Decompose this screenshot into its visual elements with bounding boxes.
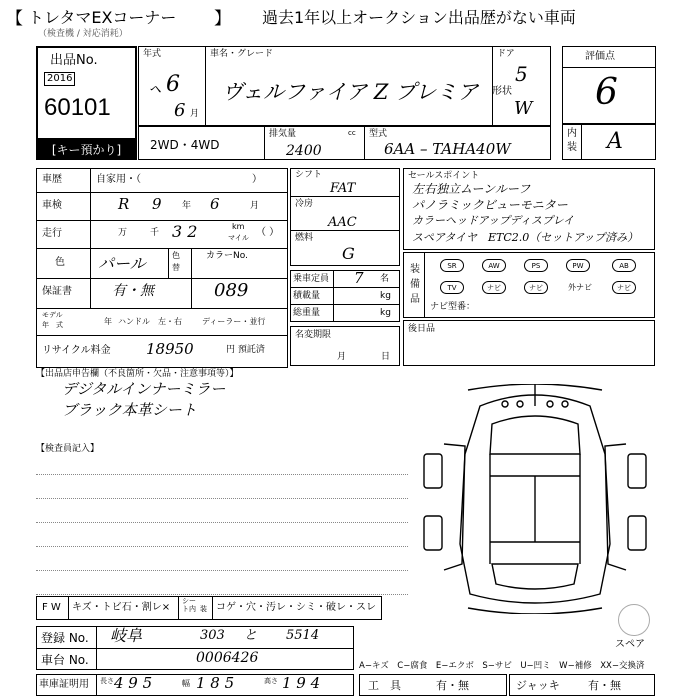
equip-pw-circle: PW [566, 259, 590, 272]
chassis-value: 0006426 [196, 650, 259, 666]
certificate-wid-label: 幅 [182, 679, 190, 688]
color-value: パール [98, 254, 146, 273]
inspection-era: R [118, 195, 130, 213]
year-label: 年式 [143, 49, 162, 59]
mileage-man: 万 [118, 228, 128, 238]
header-bracket-close: 】 [214, 9, 231, 29]
shift-value: FAT [330, 181, 356, 196]
certificate-len-label: 長さ [100, 677, 114, 685]
shift-label: シフト [295, 170, 323, 180]
inspection-year-unit: 年 [182, 201, 192, 211]
fuel-label: 燃料 [295, 233, 314, 243]
car-name-value: ヴェルファイア Z プレミア [222, 80, 479, 104]
car-damage-diagram [410, 384, 660, 614]
interior-value: A [607, 129, 623, 154]
door-value: 5 [515, 62, 528, 86]
interior-label-2: 装 [567, 142, 577, 153]
spare-label: スペア [615, 639, 645, 650]
mileage-label: 走行 [42, 228, 62, 239]
model-year-dealer: ディーラー・並行 [202, 317, 266, 326]
equip-navi-model-label: ナビ型番： [430, 302, 476, 312]
capacity-unit: 名 [380, 274, 390, 284]
grade-label: 評価点 [585, 51, 615, 62]
color-change-1: 色 [172, 251, 180, 260]
name-change-day: 日 [381, 352, 391, 362]
equip-tv-circle: TV [440, 281, 464, 294]
header-bracket-open: 【 [6, 9, 23, 29]
registration-class: 303 [200, 628, 225, 643]
name-change-box [290, 326, 400, 366]
sales-points-box [403, 168, 655, 250]
color-change-2: 替 [172, 263, 180, 272]
equip-navi-circle-3: ナビ [612, 281, 636, 294]
fw-damage-codes: キズ・トビ石・割レ× [72, 602, 171, 613]
lot-label: 出品No. [50, 53, 98, 68]
equipment-label-2: 備 [410, 279, 420, 290]
equip-ab-circle: AB [612, 259, 636, 272]
recycle-label: リサイクル料金 [42, 345, 111, 356]
mileage-paren: （ ） [256, 227, 280, 238]
model-year-handle: ハンドル 左・右 [118, 317, 182, 326]
capacity-label: 乗車定員 [293, 274, 330, 284]
equip-aw-circle: AW [482, 259, 506, 272]
header-bar [0, 0, 700, 29]
certificate-hei-label: 高さ [264, 677, 278, 685]
registration-number: 5514 [286, 628, 320, 643]
year-era-mark: ㇸ [147, 78, 164, 97]
color-code-label: カラーNo. [206, 251, 248, 261]
model-year-label-2: 年 式 [42, 321, 63, 329]
grade-box [562, 46, 656, 124]
key-deposit-band: [キー預かり] [36, 140, 137, 160]
jack-value: 有・無 [588, 679, 621, 692]
name-change-month: 月 [337, 352, 347, 362]
model-label: 型式 [369, 129, 388, 139]
displacement-label: 排気量 [269, 129, 297, 139]
equipment-label-1: 装 [410, 264, 420, 275]
inspector-label: 【検査員記入】 [36, 444, 100, 454]
recycle-value: 18950 [146, 340, 194, 358]
header-corner-title: トレタマEXコーナー [28, 8, 177, 27]
history-options: 自家用・（ [96, 174, 141, 185]
year-month-unit: 月 [190, 109, 200, 119]
spare-tire-circle [618, 604, 650, 636]
registration-region: 岐阜 [110, 626, 143, 645]
inspection-label: 車検 [42, 200, 62, 211]
sales-point-line-2: パノラミックビューモニター [412, 198, 568, 212]
equip-ps-circle: PS [524, 259, 548, 272]
jack-box [509, 674, 655, 696]
seat-label-3: 装 [200, 605, 207, 613]
equip-external-navi: 外ナビ [568, 283, 592, 292]
inspection-month-unit: 月 [250, 201, 260, 211]
post-fill-box [403, 320, 655, 366]
load-unit: kg [380, 291, 391, 301]
name-change-label: 名変期限 [295, 330, 332, 340]
certificate-label: 車庫証明用 [39, 679, 89, 690]
exhibitor-note-1: デジタルインナーミラー [62, 380, 226, 398]
equip-navi-circle-2: ナビ [524, 281, 548, 294]
weight-unit: kg [380, 308, 391, 318]
lot-number: 60101 [44, 94, 111, 121]
damage-legend: A−キズ C−腐食 E−エクボ S−サビ U−凹ミ W−補修 XX−交換済 [359, 661, 645, 671]
fuel-value: G [342, 244, 355, 263]
shape-value: W [514, 98, 533, 119]
seat-damage-codes: コゲ・穴・汚レ・シミ・破レ・スレ [216, 602, 376, 613]
exhibitor-notes-label: 【出品店申告欄（不良箇所・欠品・注意事項等）】 [36, 369, 239, 379]
exhibitor-note-2: ブラック本革シート [62, 401, 197, 419]
lot-year-tag: 2016 [44, 72, 75, 86]
equipment-box [403, 252, 655, 318]
car-name-label: 車名・グレード [210, 49, 274, 59]
weight-label: 総重量 [293, 308, 321, 318]
certificate-wid: 1 8 5 [196, 674, 235, 692]
certificate-hei: 1 9 4 [282, 674, 321, 692]
tools-value: 有・無 [436, 679, 469, 692]
model-year-label-1: モデル [42, 311, 63, 319]
year-value: 6 [166, 72, 180, 97]
header-sub: （検査機 / 対応消耗） [38, 29, 128, 39]
mileage-unit-mile: マイル [228, 234, 249, 242]
sales-point-line-3: カラーヘッドアップディスプレイ [412, 214, 575, 227]
ac-value: AAC [328, 215, 357, 230]
load-label: 積載量 [293, 291, 321, 301]
equip-sr-circle: SR [440, 259, 464, 272]
tools-label: 工 具 [368, 679, 401, 692]
interior-box [562, 124, 656, 160]
left-detail-table [36, 168, 288, 368]
tools-box [359, 674, 507, 696]
interior-label-1: 内 [567, 128, 577, 139]
sales-point-line-1: 左右独立ムーンルーフ [412, 182, 531, 196]
jack-label: ジャッキ [516, 679, 560, 692]
year-month: 6 [174, 100, 186, 121]
warranty-value: 有・無 [112, 283, 154, 299]
history-label: 車歴 [42, 174, 62, 185]
sales-point-line-4: スペアタイヤ ETC2.0（セットアップ済み） [412, 231, 639, 244]
chassis-label: 車台 No. [41, 653, 89, 667]
certificate-len: 4 9 5 [114, 674, 153, 692]
model-value: 6AA – TAHA40W [384, 140, 511, 158]
inspection-year: 9 [152, 195, 162, 213]
color-label: 色 [55, 257, 65, 268]
inspection-month: 6 [210, 195, 220, 213]
mileage-unit-km: km [232, 222, 245, 231]
drive-options: 2WD・4WD [150, 138, 220, 152]
warranty-label: 保証書 [42, 286, 72, 297]
model-year-year: 年 [104, 317, 112, 326]
color-code-value: 089 [214, 280, 249, 301]
registration-label: 登録 No. [41, 631, 89, 645]
lot-box [36, 46, 137, 140]
registration-kana: と [244, 628, 258, 643]
ac-label: 冷房 [295, 199, 314, 209]
equipment-label-3: 品 [410, 294, 420, 305]
history-close: ） [252, 174, 262, 185]
recycle-unit: 円 預託済 [226, 345, 265, 355]
displacement-value: 2400 [286, 143, 322, 159]
fw-label: F W [42, 602, 61, 613]
door-label: ドア [497, 49, 515, 59]
sales-points-label: セールスポイント [408, 171, 480, 181]
post-fill-label: 後日品 [408, 324, 436, 334]
displacement-unit: cc [348, 129, 356, 137]
mileage-value: 3 2 [172, 222, 198, 241]
mileage-sen: 千 [150, 228, 160, 238]
seat-label-1: シー [182, 597, 196, 605]
shape-label: 形状 [492, 86, 512, 97]
capacity-value: 7 [354, 269, 364, 287]
header-note: 過去1年以上オークション出品歴がない車両 [262, 8, 576, 27]
equip-navi-circle-1: ナビ [482, 281, 506, 294]
grade-value: 6 [595, 72, 618, 113]
seat-label-2: ト内 [182, 605, 196, 613]
